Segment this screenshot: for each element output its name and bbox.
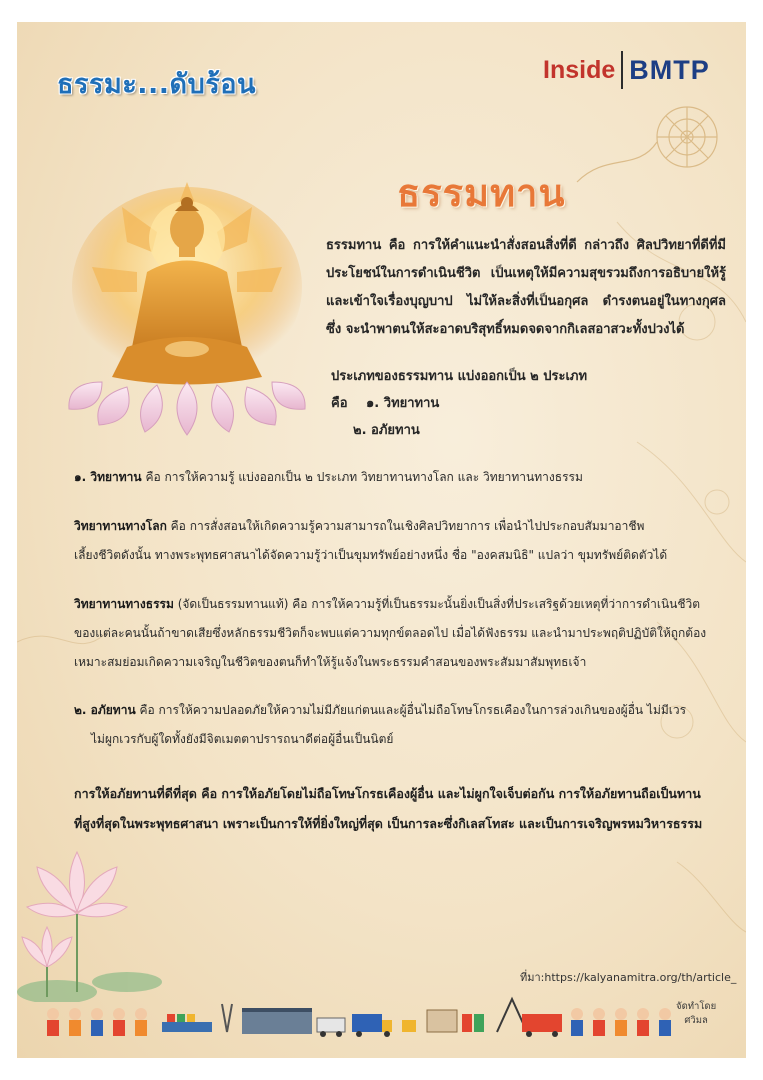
source-citation: ที่มา:https://kalyanamitra.org/th/article_ [520, 971, 737, 984]
types-prefix: คือ [331, 396, 348, 411]
lotus-flowers-decoration [17, 842, 167, 1002]
buddha-illustration [57, 177, 317, 442]
section-abhayathana-line-2: ไม่ผูกเวรกับผู้ใดทั้งยังมีจิตเมตตาปรารถนาดีต่อผู้อื่นเป็นนิตย์ [91, 732, 394, 746]
section-vidyathana-term: ๑. วิทยาทาน [74, 470, 142, 484]
types-item-1: ๑. วิทยาทาน [366, 396, 440, 411]
footer-logistics-illustration [17, 984, 746, 1058]
section-dhamma-line-3: เหมาะสมย่อมเกิดความเจริญในชีวิตของตนก็ทำให้รู้แจ้งในพระธรรมคำสอนของพระสัมมาสัมพุทธเจ้า [74, 655, 587, 669]
inside-bmtp-logo [543, 44, 710, 96]
types-list [331, 363, 587, 444]
types-item-1-row [331, 390, 587, 417]
logo-divider [621, 51, 623, 89]
credit-line-2: ศวิมล [684, 1015, 708, 1026]
section-abhayathana-line-1: คือ การให้ความปลอดภัยให้ความไม่มีภัยแก่ตนและผู้อื่นไม่ถือโทษโกรธเคืองในการล่วงเกินของผู้อื่น ไม่มีเวร [135, 703, 687, 717]
closing-line-2: ที่สูงที่สุดในพระพุทธศาสนา เพราะเป็นการให้ที่ยิ่งใหญ่ที่สุด เป็นการละซึ่งกิเลสโทสะ และเป็นการเจริญพรหมวิหารธรรม [74, 816, 703, 831]
types-item-2: ๒. อภัยทาน [353, 423, 420, 438]
closing-paragraph [74, 779, 724, 839]
section-vidyathana-text: คือ การให้ความรู้ แบ่งออกเป็น ๒ ประเภท วิทยาทานทางโลก และ วิทยาทานทางธรรม [141, 470, 583, 484]
section-dhamma-term: วิทยาทานทางธรรม [74, 597, 174, 611]
section-dhamma-line-2: ของแต่ละคนนั้นถ้าขาดเสียซึ่งหลักธรรมชีวิตก็จะพบแต่ความทุกข์ตลอดไป เมื่อได้ฟังธรรม และนำมาประพฤติปฏิบัติให้ถูกต้อง [74, 626, 707, 640]
section-worldly-line-1: คือ การสั่งสอนให้เกิดความรู้ความสามารถในเชิงศิลปวิทยาการ เพื่อนำไปประกอบสัมมาอาชีพ [166, 519, 645, 533]
section-worldly-knowledge [74, 512, 714, 570]
closing-line-1: การให้อภัยทานที่ดีที่สุด คือ การให้อภัยโดยไม่ถือโทษโกรธเคืองผู้อื่น และไม่ผูกใจเจ็บต่อกัน การให้อภัยทานถือเป็นทาน [74, 786, 701, 801]
section-dhamma-knowledge [74, 590, 714, 677]
logo-bmtp-text: BMTP [629, 54, 710, 85]
intro-paragraph: ธรรมทาน คือ การให้คำแนะนำสั่งสอนสิ่งที่ดี กล่าวถึง ศิลปวิทยาที่ดีที่มีประโยชน์ในการดำเนินชีวิต เป็นเหตุให้มีความสุขรวมถึงการอธิบายให้รู้และเข้าใจเรื่องบุญบาป ไม่ให้ละสิ่งที่เป็นอกุศล ดำรงตนอยู่ในทางกุศล ซึ่ง จะนำพาตนให้สะอาดบริสุทธิ์หมดจดจากกิเลสอาสวะทั้งปวงได้ [326, 238, 726, 337]
credit-line-1: จัดทำโดย [676, 1001, 717, 1012]
credit [676, 1000, 716, 1028]
types-heading: ประเภทของธรรมทาน แบ่งออกเป็น ๒ ประเภท [331, 369, 588, 384]
poster [17, 22, 746, 1058]
page-title: ธรรมทาน [397, 171, 566, 215]
logo-inside-text: Inside [543, 55, 616, 84]
section-dhamma-line-1: (จัดเป็นธรรมทานแท้) คือ การให้ความรู้ที่เป็นธรรมะนั้นยิ่งเป็นสิ่งที่ประเสริฐด้วยเหตุที่ว่าการดำเนินชีวิต [173, 597, 701, 611]
section-abhayathana [74, 696, 714, 754]
section-vidyathana [74, 463, 714, 492]
series-title: ธรรมะ...ดับร้อน [57, 69, 256, 100]
section-abhayathana-term: ๒. อภัยทาน [74, 703, 136, 717]
section-worldly-line-2: เลี้ยงชีวิตดังนั้น ทางพระพุทธศาสนาได้จัดความรู้ว่าเป็นขุมทรัพย์อย่างหนึ่ง ชื่อ "องคสมนิธิ" แปลว่า ขุมทรัพย์ติดตัวได้ [74, 548, 668, 562]
section-worldly-term: วิทยาทานทางโลก [74, 519, 167, 533]
